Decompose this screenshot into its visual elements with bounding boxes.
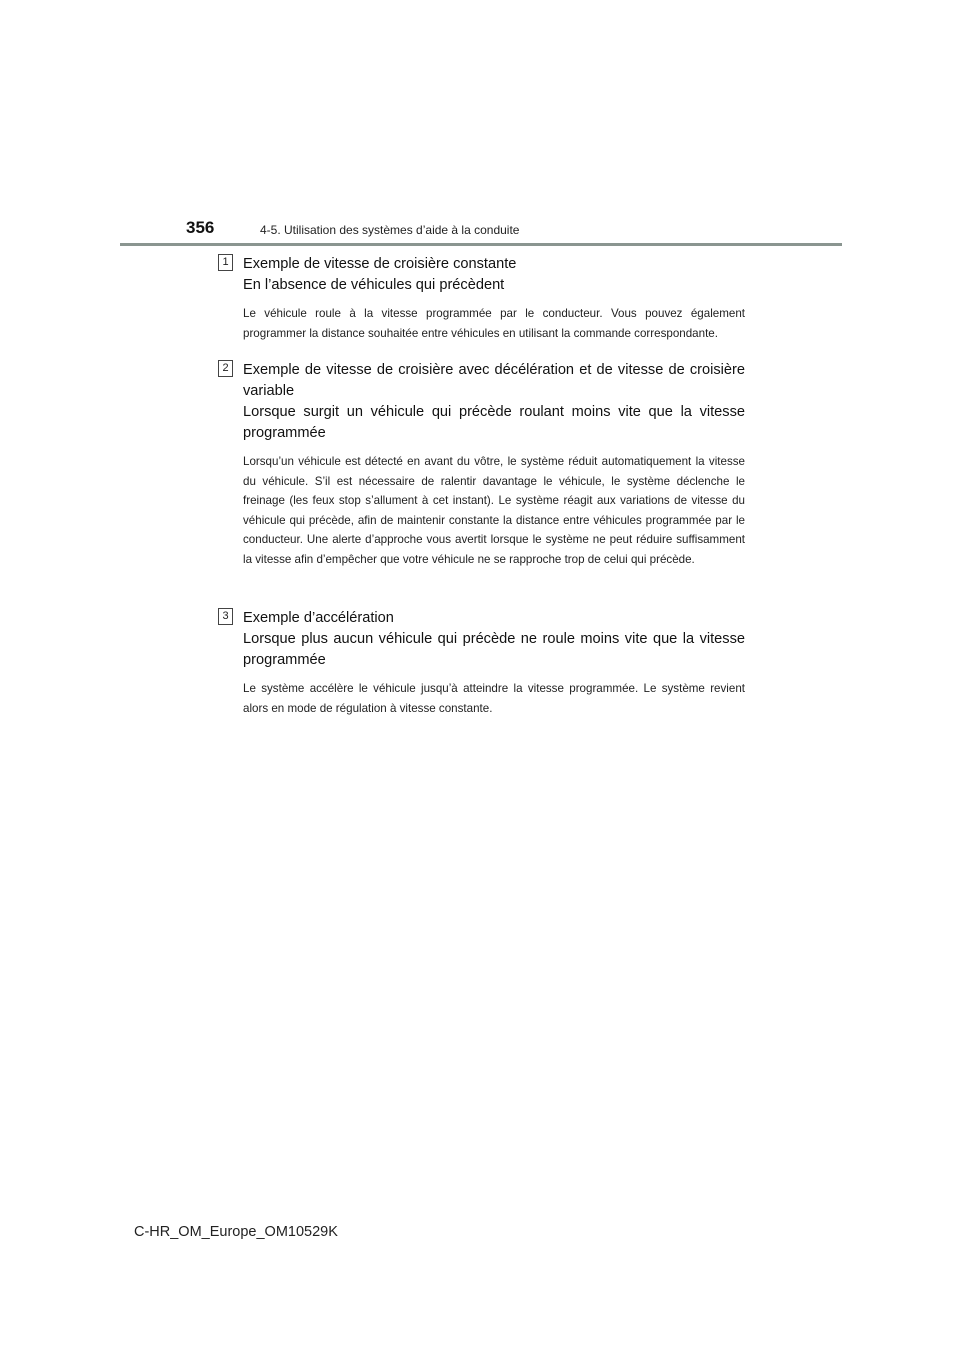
content-area — [222, 254, 745, 718]
page-number: 356 — [186, 218, 215, 237]
item-title — [243, 608, 745, 671]
item-body: Lorsqu’un véhicule est détecté en avant du vôtre, le système réduit automatiquement la vitesse du véhicule. S’il est nécessaire de ralentir davantage le véhicule, le système déclenche le freinage (les feux stop s’allument à cet instant). Le système réagit aux variations de vitesse du véhicule qui précède, afin de maintenir constante la distance entre véhicules programmée par le conducteur. Une alerte d’approche vous avertit lorsque le système ne peut réduire suffisamment la vitesse afin d’empêcher que votre véhicule ne se rapproche trop de celui qui précède. — [243, 455, 745, 566]
title-line: Lorsque surgit un véhicule qui précède roulant moins vite que la vitesse programmée — [243, 404, 745, 441]
item-title — [243, 254, 745, 296]
list-item — [222, 254, 745, 360]
title-line: Exemple d’accélération — [243, 610, 394, 626]
document-code: C-HR_OM_Europe_OM10529K — [134, 1224, 338, 1240]
title-line: En l’absence de véhicules qui précèdent — [243, 277, 505, 293]
item-body: Le véhicule roule à la vitesse programmée par le conducteur. Vous pouvez également programmer la distance souhaitée entre véhicules en utilisant la commande correspondante. — [243, 307, 745, 340]
header-rule — [120, 243, 842, 246]
title-line: Lorsque plus aucun véhicule qui précède ne roule moins vite que la vitesse programmée — [243, 631, 745, 668]
number-badge: 1 — [218, 254, 233, 271]
number-badge: 3 — [218, 608, 233, 625]
section-header: 4-5. Utilisation des systèmes d’aide à la conduite — [260, 223, 520, 237]
list-item — [222, 608, 745, 718]
title-line: Exemple de vitesse de croisière avec décélération et de vitesse de croisière variable — [243, 362, 745, 399]
item-title — [243, 360, 745, 444]
item-body: Le système accélère le véhicule jusqu’à atteindre la vitesse programmée. Le système revient alors en mode de régulation à vitesse constante. — [243, 682, 745, 715]
number-badge: 2 — [218, 360, 233, 377]
list-item — [222, 360, 745, 608]
title-line: Exemple de vitesse de croisière constante — [243, 256, 517, 272]
